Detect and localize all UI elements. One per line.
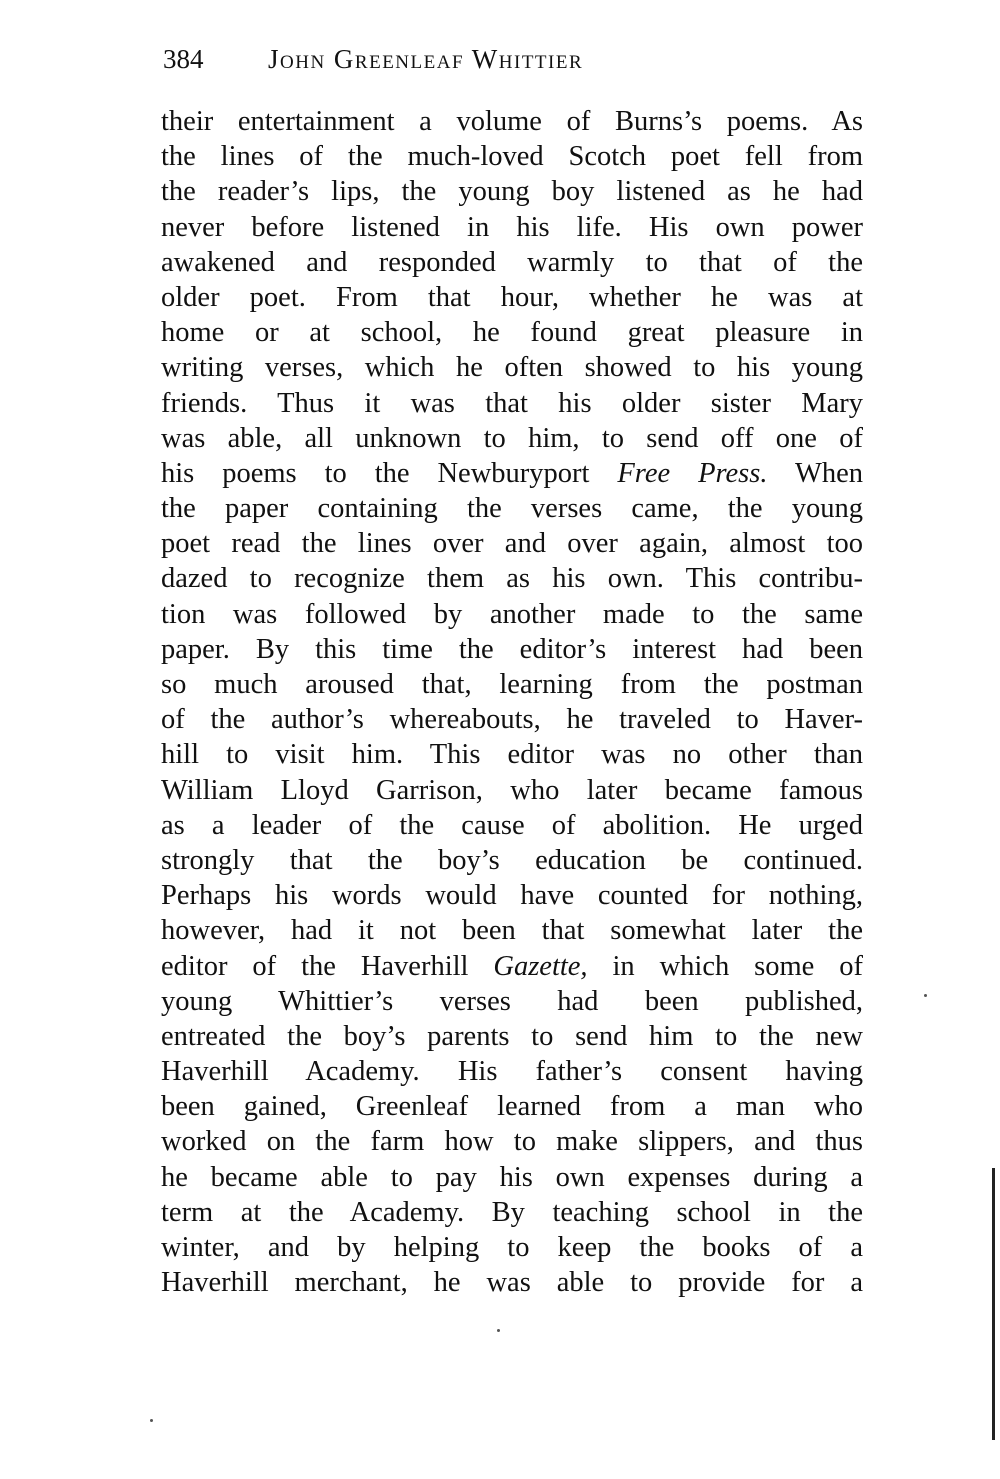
text-line — [161, 1124, 863, 1159]
text-segment: home or at school, he found great pleasure in — [161, 317, 863, 349]
text-line — [161, 984, 863, 1019]
scan-speck — [924, 994, 927, 997]
text-segment: worked on the farm how to make slippers, and thus — [161, 1126, 863, 1158]
text-line — [161, 949, 863, 984]
text-line — [161, 737, 863, 772]
scan-speck — [150, 1419, 153, 1422]
text-line — [161, 1019, 863, 1054]
text-line — [161, 245, 863, 280]
text-segment: When — [767, 457, 863, 489]
text-segment: Haverhill Academy. His father’s consent having — [161, 1056, 863, 1088]
text-line — [161, 913, 863, 948]
text-line — [161, 386, 863, 421]
running-title: John Greenleaf Whittier — [268, 44, 584, 74]
text-segment: the paper containing the verses came, the young — [161, 493, 863, 525]
text-line — [161, 526, 863, 561]
italic-title: Free Press. — [617, 457, 768, 489]
text-line — [161, 456, 863, 491]
text-line — [161, 702, 863, 737]
text-segment: so much aroused that, learning from the postman — [161, 669, 863, 700]
text-line — [161, 104, 863, 139]
text-segment: poet read the lines over and over again, almost too — [161, 528, 863, 560]
text-segment: hill to visit him. This editor was no other than — [161, 739, 863, 771]
text-line — [161, 315, 863, 350]
text-segment: never before listened in his life. His own power — [161, 211, 863, 243]
scan-edge-line — [992, 1168, 995, 1440]
text-line — [161, 773, 863, 808]
text-segment: however, had it not been that somewhat later the — [161, 915, 863, 947]
text-line — [161, 421, 863, 456]
text-segment: tion was followed by another made to the same — [161, 598, 863, 630]
text-segment: editor of the Haverhill — [161, 950, 494, 982]
text-segment: friends. Thus it was that his older sister Mary — [161, 387, 863, 419]
text-segment: term at the Academy. By teaching school in the — [161, 1196, 863, 1228]
text-segment: as a leader of the cause of abolition. He urged — [161, 809, 863, 841]
text-segment: in which some of — [587, 950, 863, 982]
body-text — [161, 104, 863, 1300]
text-segment: strongly that the boy’s education be continued. — [161, 844, 863, 876]
text-line — [161, 843, 863, 878]
text-line — [161, 1265, 863, 1300]
text-segment: awakened and responded warmly to that of the — [161, 246, 863, 278]
text-line — [161, 491, 863, 526]
text-line — [161, 1195, 863, 1230]
text-line — [161, 210, 863, 245]
text-segment: entreated the boy’s parents to send him to the new — [161, 1020, 863, 1052]
text-segment: winter, and by helping to keep the books of a — [161, 1232, 863, 1263]
text-segment: the reader’s lips, the young boy listened as he had — [161, 176, 863, 208]
text-line — [161, 139, 863, 174]
text-line — [161, 632, 863, 667]
text-segment: of the author’s whereabouts, he traveled to Haver- — [161, 704, 863, 736]
text-segment: their entertainment a volume of Burns’s poems. As — [161, 106, 863, 137]
text-segment: paper. By this time the editor’s interest had been — [161, 633, 863, 665]
text-segment: his poems to the Newburyport — [161, 457, 618, 489]
text-line — [161, 1230, 863, 1265]
text-segment: dazed to recognize them as his own. This contribu- — [161, 563, 863, 595]
text-line — [161, 561, 863, 596]
page-number: 384 — [163, 44, 204, 74]
text-line — [161, 878, 863, 913]
text-segment: Perhaps his words would have counted for nothing, — [161, 880, 863, 912]
text-line — [161, 174, 863, 209]
text-line — [161, 1160, 863, 1195]
text-line — [161, 808, 863, 843]
text-line — [161, 280, 863, 315]
text-line — [161, 350, 863, 385]
text-segment: William Lloyd Garrison, who later became famous — [161, 774, 863, 806]
text-segment: Haverhill merchant, he was able to provide for a — [161, 1267, 863, 1299]
text-line — [161, 1054, 863, 1089]
text-line — [161, 1089, 863, 1124]
italic-title: Gazette, — [493, 950, 588, 982]
text-segment: the lines of the much-loved Scotch poet fell from — [161, 141, 863, 173]
text-segment: he became able to pay his own expenses during a — [161, 1161, 863, 1193]
text-line — [161, 597, 863, 632]
text-segment: was able, all unknown to him, to send off one of — [161, 422, 863, 454]
text-segment: been gained, Greenleaf learned from a man who — [161, 1091, 863, 1123]
text-segment: older poet. From that hour, whether he was at — [161, 281, 863, 313]
page-header — [163, 44, 863, 80]
scan-speck — [497, 1329, 500, 1332]
text-segment: young Whittier’s verses had been published, — [161, 985, 863, 1017]
text-segment: writing verses, which he often showed to his young — [161, 352, 863, 384]
text-line — [161, 667, 863, 702]
